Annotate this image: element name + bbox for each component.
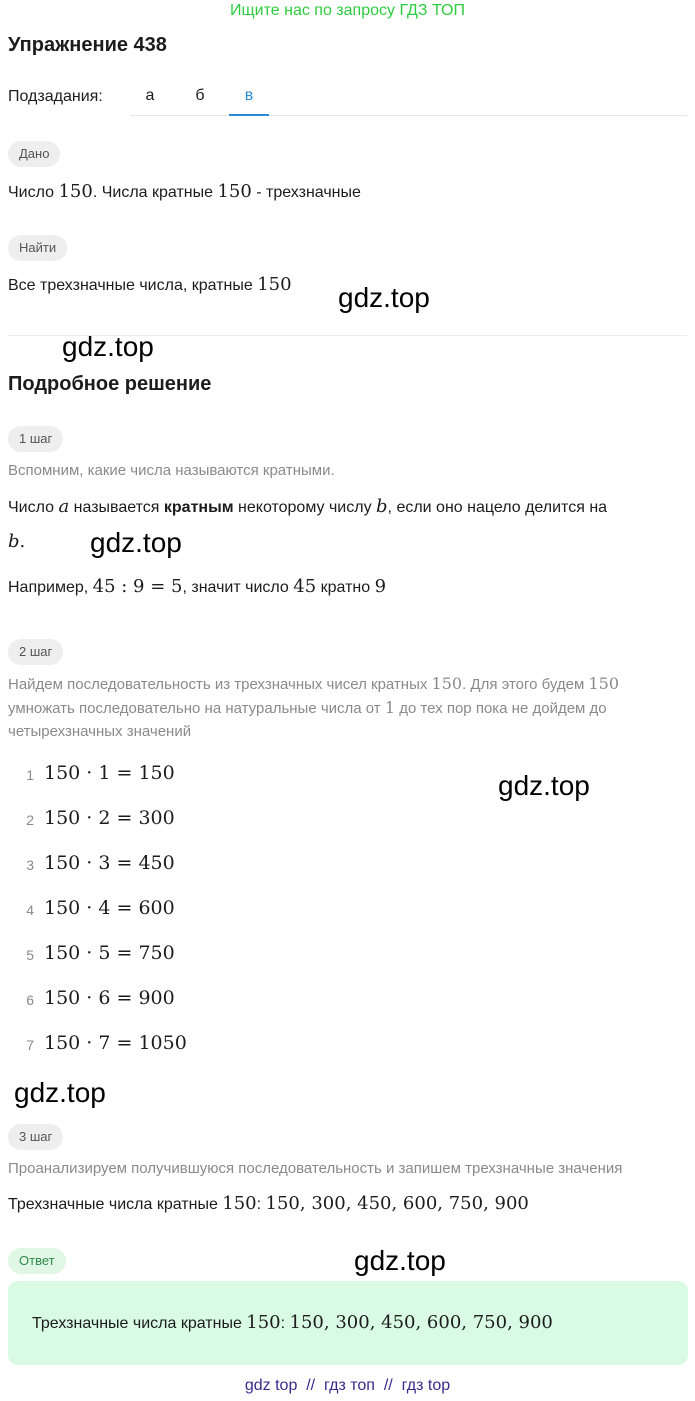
- footer-link-gdz-top-ru[interactable]: гдз топ: [324, 1377, 375, 1394]
- watermark: gdz.top: [498, 770, 590, 801]
- list-item-number: 4: [26, 902, 34, 918]
- find-text: Все трехзначные числа, кратные 150: [8, 274, 292, 295]
- watermark: gdz.top: [354, 1245, 446, 1276]
- watermark: gdz.top: [62, 331, 154, 362]
- step3-result: Трехзначные числа кратные 150: 150, 300, 450, 600, 750, 900: [8, 1193, 529, 1214]
- list-item: 150 · 1 = 150: [44, 762, 175, 784]
- footer-links: [0, 1377, 695, 1395]
- step1-example: Например, 45 : 9 = 5, значит число 45 кратно 9: [8, 576, 387, 597]
- step1-pill: 1 шаг: [8, 426, 63, 452]
- list-item-number: 6: [26, 992, 34, 1008]
- list-item-number: 3: [26, 857, 34, 873]
- list-item: 150 · 7 = 1050: [44, 1032, 187, 1054]
- tab-a[interactable]: а: [145, 87, 155, 104]
- step3-pill: 3 шаг: [8, 1124, 63, 1150]
- tab-b[interactable]: б: [195, 87, 205, 104]
- subtasks-label: Подзадания:: [8, 88, 103, 105]
- exercise-title: Упражнение 438: [8, 34, 167, 56]
- watermark: gdz.top: [338, 282, 430, 313]
- step1-definition: Число a называется кратным некоторому числу b, если оно нацело делится на: [8, 496, 608, 517]
- footer-separator: //: [383, 1377, 393, 1394]
- step1-hint: Вспомним, какие числа называются кратными.: [8, 462, 335, 479]
- list-item: 150 · 3 = 450: [44, 852, 175, 874]
- list-item: 150 · 5 = 750: [44, 942, 175, 964]
- search-banner: Ищите нас по запросу ГДЗ ТОП: [230, 2, 465, 19]
- step2-pill: 2 шаг: [8, 639, 63, 665]
- list-item-number: 1: [26, 767, 34, 783]
- step3-hint: Проанализируем получившуюся последовательность и запишем трехзначные значения: [8, 1160, 623, 1177]
- answer-pill: Ответ: [8, 1248, 66, 1274]
- watermark: gdz.top: [14, 1077, 106, 1108]
- answer-text: Трехзначные числа кратные 150: 150, 300, 450, 600, 750, 900: [32, 1312, 553, 1333]
- list-item-number: 5: [26, 947, 34, 963]
- given-pill: Дано: [8, 141, 60, 167]
- given-text: Число 150. Числа кратные 150 - трехзначные: [8, 181, 361, 202]
- step1-definition-end: b.: [8, 531, 26, 552]
- find-pill: Найти: [8, 235, 67, 261]
- footer-link-gdz-top[interactable]: gdz top: [244, 1377, 298, 1394]
- solution-title: Подробное решение: [8, 373, 212, 395]
- list-item: 150 · 6 = 900: [44, 987, 175, 1009]
- footer-link-gdz-top-mixed[interactable]: гдз top: [401, 1377, 451, 1394]
- watermark: gdz.top: [90, 527, 182, 558]
- list-item: 150 · 2 = 300: [44, 807, 175, 829]
- tab-v[interactable]: в: [229, 86, 269, 116]
- list-item: 150 · 4 = 600: [44, 897, 175, 919]
- list-item-number: 2: [26, 812, 34, 828]
- footer-separator: //: [306, 1377, 316, 1394]
- list-item-number: 7: [26, 1037, 34, 1053]
- step2-hint: Найдем последовательность из трехзначных чисел кратных 150. Для этого будем 150 умножать последовательно на натуральные числа от 1 до тех пор пока не дойдем до четырехзначных значений: [8, 674, 620, 740]
